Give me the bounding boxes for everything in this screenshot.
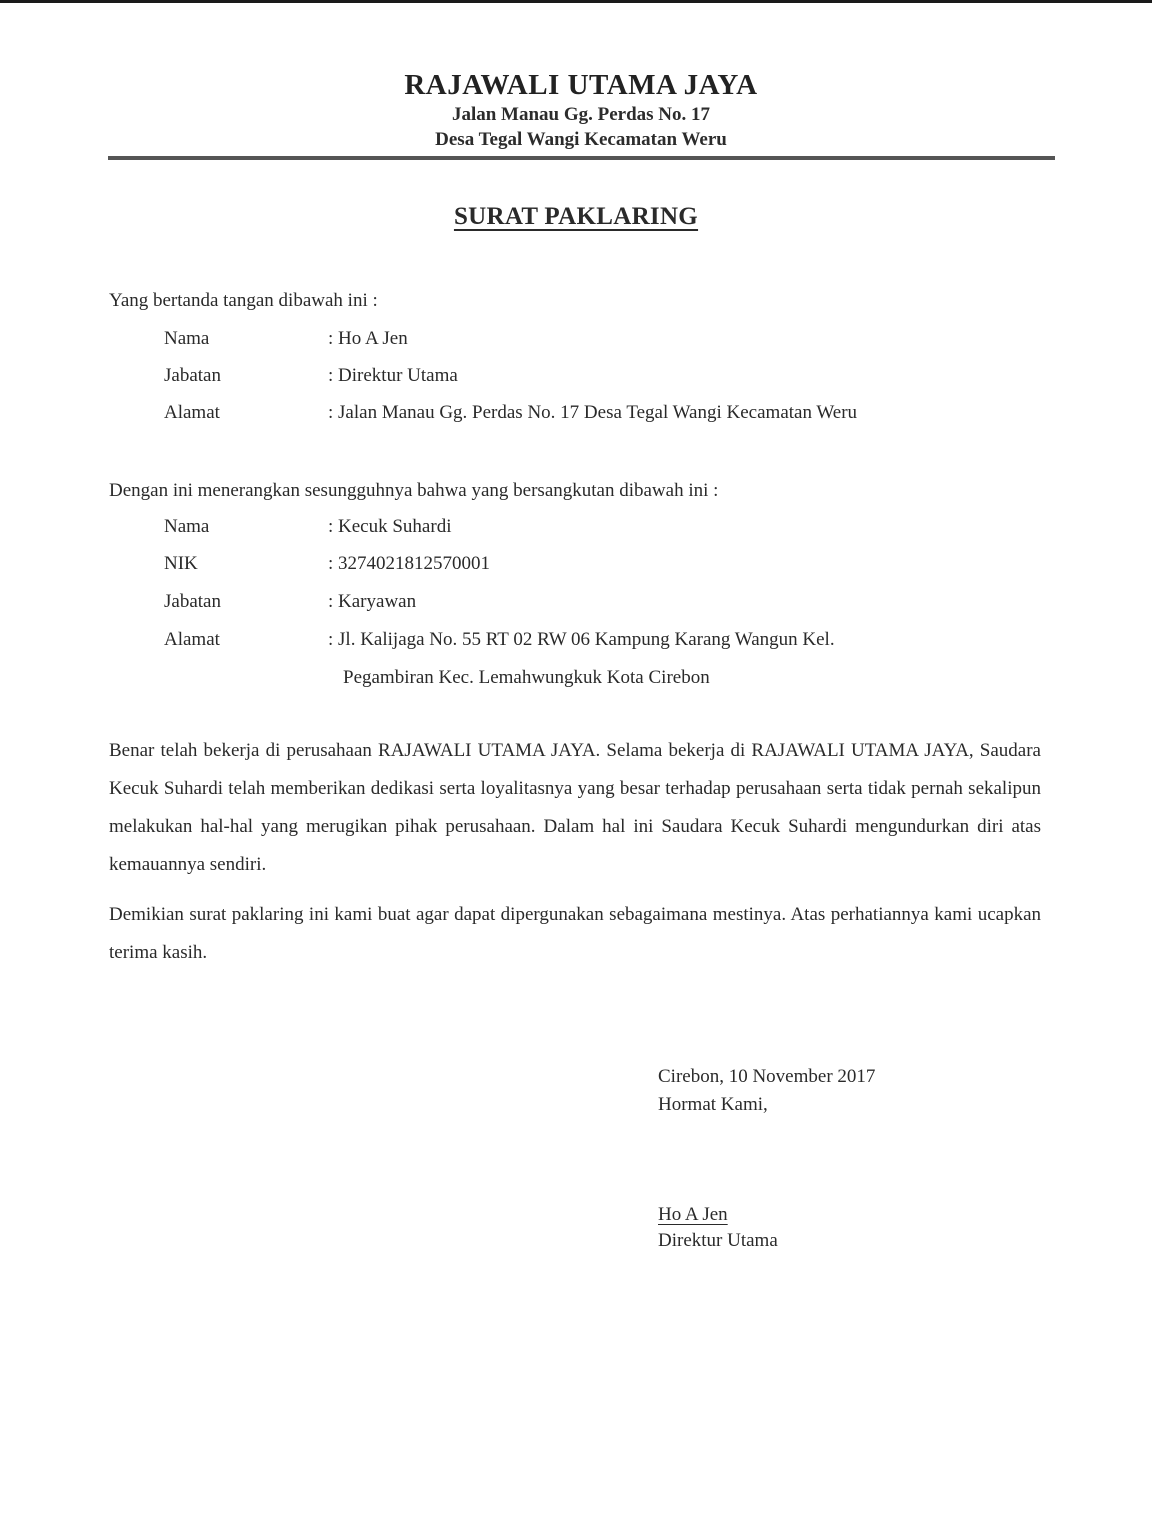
signer-position-value: : Direktur Utama	[328, 365, 458, 386]
employee-name-label: Nama	[164, 516, 210, 537]
employee-position-value: : Karyawan	[328, 591, 417, 612]
body-paragraph-2: Demikian surat paklaring ini kami buat agar dapat dipergunakan sebagaimana mestinya. Atas perhatiannya kami ucapkan terima kasih.	[109, 904, 1041, 963]
company-address-line1: Jalan Manau Gg. Perdas No. 17	[451, 104, 711, 125]
signer-intro: Yang bertanda tangan dibawah ini :	[109, 290, 378, 311]
signer-address-value: : Jalan Manau Gg. Perdas No. 17 Desa Tegal Wangi Kecamatan Weru	[328, 402, 858, 423]
employee-address-line1: : Jl. Kalijaga No. 55 RT 02 RW 06 Kampung Karang Wangun Kel.	[328, 629, 835, 650]
employee-position-label: Jabatan	[164, 591, 221, 612]
document-title-container	[0, 203, 1152, 231]
top-edge-border	[0, 0, 1152, 3]
closing-place-date: Cirebon, 10 November 2017	[658, 1066, 876, 1087]
signer-position-label: Jabatan	[164, 365, 221, 386]
employee-address-label: Alamat	[164, 629, 220, 650]
signer-address-label: Alamat	[164, 402, 220, 423]
closing-signer-position: Direktur Utama	[658, 1230, 778, 1251]
employee-name-value: : Kecuk Suhardi	[328, 516, 452, 537]
closing-salutation: Hormat Kami,	[658, 1094, 768, 1115]
employee-intro: Dengan ini menerangkan sesungguhnya bahwa yang bersangkutan dibawah ini :	[109, 480, 719, 501]
document-title: SURAT PAKLARING	[453, 203, 699, 230]
employee-address-value	[328, 621, 1042, 697]
company-name: RAJAWALI UTAMA JAYA	[404, 69, 758, 101]
letterhead	[0, 68, 1152, 152]
body-paragraph-1: Benar telah bekerja di perusahaan RAJAWALI UTAMA JAYA. Selama bekerja di RAJAWALI UTAMA JAYA, Saudara Kecuk Suhardi telah memberikan dedikasi serta loyalitasnya yang besar terhadap perusahaan serta tidak pernah sekalipun melakukan hal-hal yang merugikan pihak perusahaan. Dalam hal ini Saudara Kecuk Suhardi mengundurkan diri atas kemauannya sendiri.	[109, 740, 1041, 875]
company-address-line2: Desa Tegal Wangi Kecamatan Weru	[435, 129, 727, 150]
closing-signer-name: Ho A Jen	[658, 1204, 728, 1225]
signer-name-label: Nama	[164, 328, 210, 349]
signer-name-value: : Ho A Jen	[328, 328, 408, 349]
employee-nik-value: : 3274021812570001	[328, 553, 491, 574]
employee-address-line2: Pegambiran Kec. Lemahwungkuk Kota Cirebon	[343, 667, 710, 688]
employee-nik-label: NIK	[164, 553, 198, 574]
letterhead-divider	[108, 156, 1055, 160]
